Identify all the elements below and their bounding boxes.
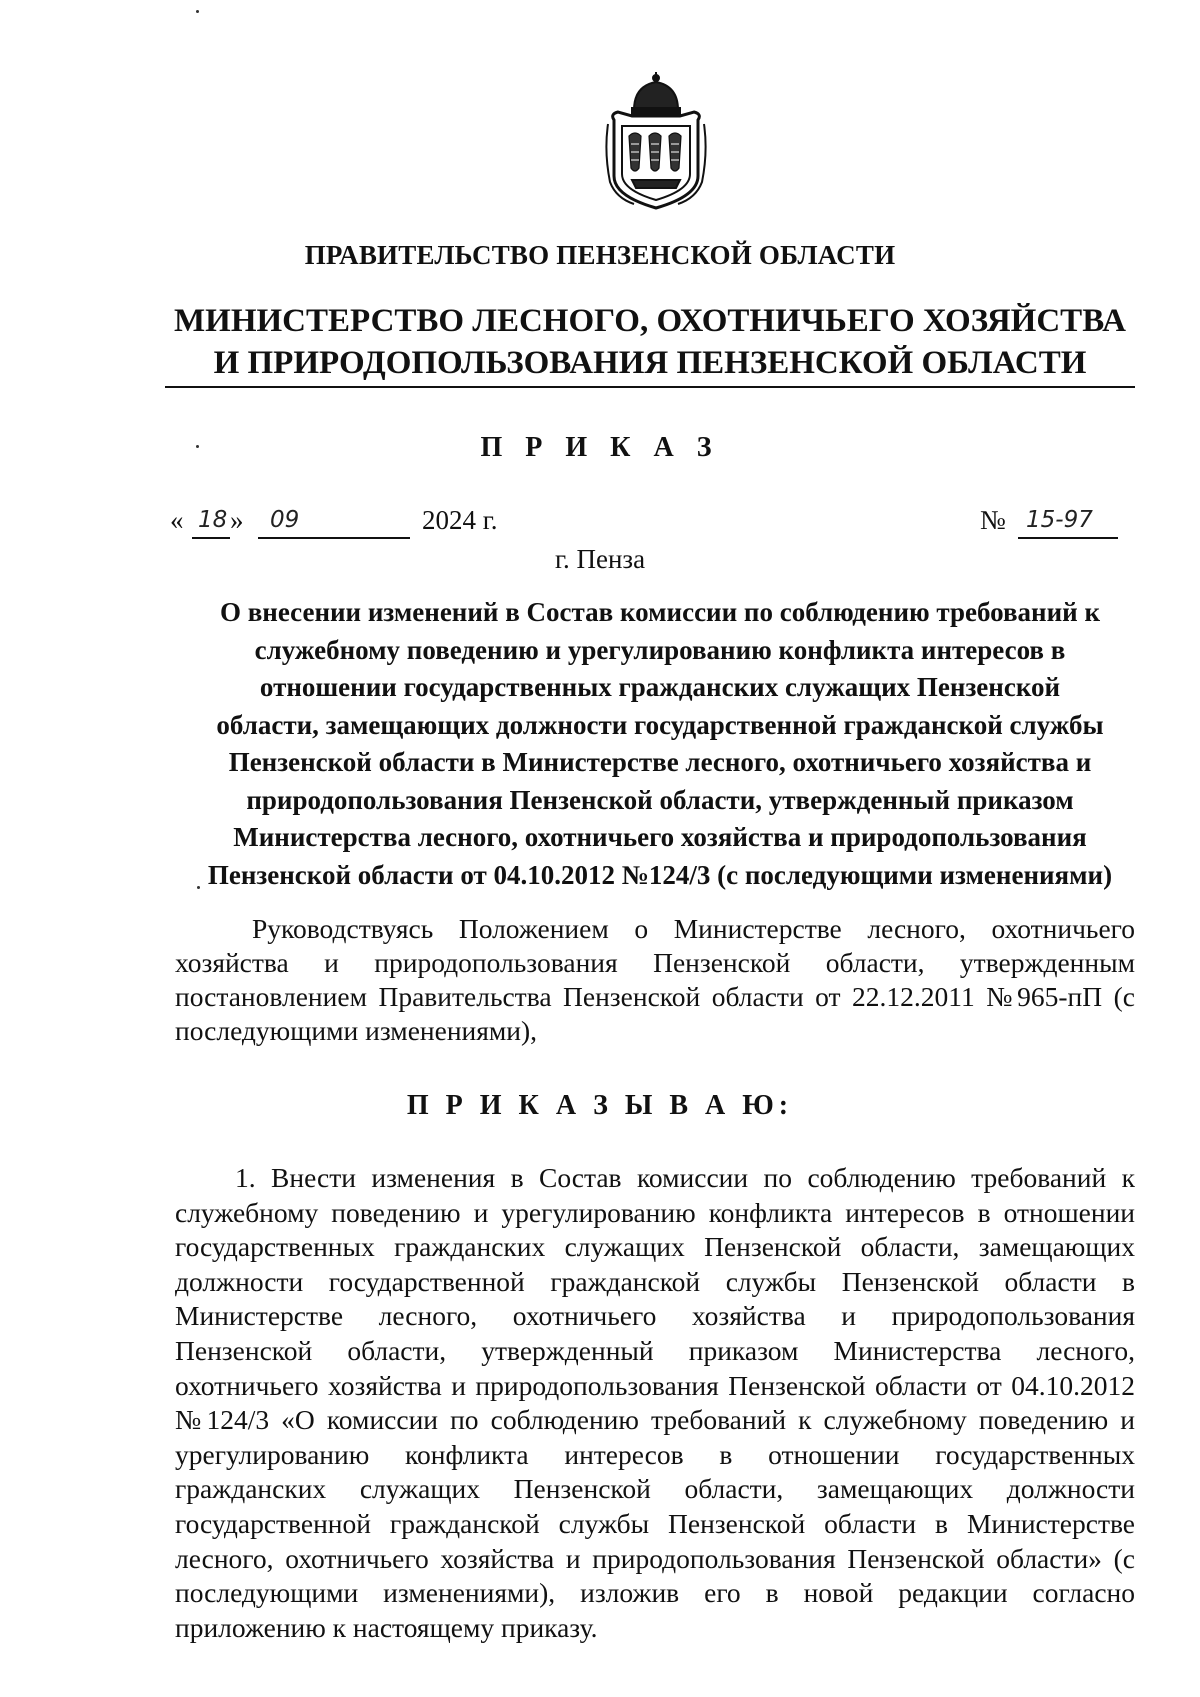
number-underline [1018,537,1118,539]
order-number-label: № [980,505,1006,535]
order-subject [180,594,1140,894]
subject-line: области, замещающих должности государственной гражданской службы [216,709,1104,740]
date-quote-close: » [230,505,244,535]
order-item-1: 1. Внести изменения в Состав комиссии по соблюдению требований к служебному поведению и урегулированию конфликта интересов в отношении государственных гражданских служащих Пензенской области, замещающих должности государственной гражданской службы Пензенской области в Министерстве лесного, охотничьего хозяйства и природопользования Пензенской области, утвержденный приказом Министерства лесного, охотничьего хозяйства и природопользования Пензенской области от 04.10.2012 №124/3 «О комиссии по соблюдению требований к служебному поведению и урегулированию конфликта интересов в отношении государственных гражданских служащих Пензенской области, замещающих должности государственной гражданской службы Пензенской области в Министерстве лесного, охотничьего хозяйства и природопользования Пензенской области» (с последующими изменениями), изложив его в новой редакции согласно приложению к настоящему приказу. [175,1162,1135,1643]
date-quote-open: « [170,505,184,535]
subject-line: Пензенской области от 04.10.2012 №124/3 (с последующими изменениями) [207,859,1113,890]
subject-line: отношении государственных гражданских служащих Пензенской [259,672,1061,702]
order-title: П Р И К А З [480,432,720,463]
penza-coat-of-arms-icon [604,72,708,212]
day-underline [192,537,230,539]
ministry-heading-line-2: И ПРИРОДОПОЛЬЗОВАНИЯ ПЕНЗЕНСКОЙ ОБЛАСТИ [213,345,1087,381]
ministry-heading [165,300,1135,388]
government-heading: ПРАВИТЕЛЬСТВО ПЕНЗЕНСКОЙ ОБЛАСТИ [304,240,896,270]
date-year: 2024 г. [422,505,498,535]
date-number-row [170,505,1130,545]
date-month: 09 [270,507,300,533]
month-underline [258,537,410,539]
order-number: 15-97 [1026,507,1093,533]
scan-speck [196,10,199,13]
ministry-heading-line-1: МИНИСТЕРСТВО ЛЕСНОГО, ОХОТНИЧЬЕГО ХОЗЯЙСТВА [174,303,1126,339]
preamble-paragraph: Руководствуясь Положением о Министерстве лесного, охотничьего хозяйства и природопользования Пензенской области, утвержденным постановлением Правительства Пензенской области от 22.12.2011 №965-пП (с последующими изменениями), [175,913,1135,1046]
date-day: 18 [198,507,228,533]
subject-line: служебному поведению и урегулированию конфликта интересов в [254,634,1066,665]
city: г. Пенза [554,544,646,574]
subject-line: природопользования Пензенской области, утвержденный приказом [246,784,1074,815]
subject-line: Министерства лесного, охотничьего хозяйства и природопользования [233,822,1087,852]
subject-line: Пензенской области в Министерстве лесного, охотничьего хозяйства и [228,747,1092,777]
ordering-heading: П Р И К А З Ы В А Ю: [406,1090,794,1121]
subject-line: О внесении изменений в Состав комиссии по соблюдению требований к [219,597,1101,627]
